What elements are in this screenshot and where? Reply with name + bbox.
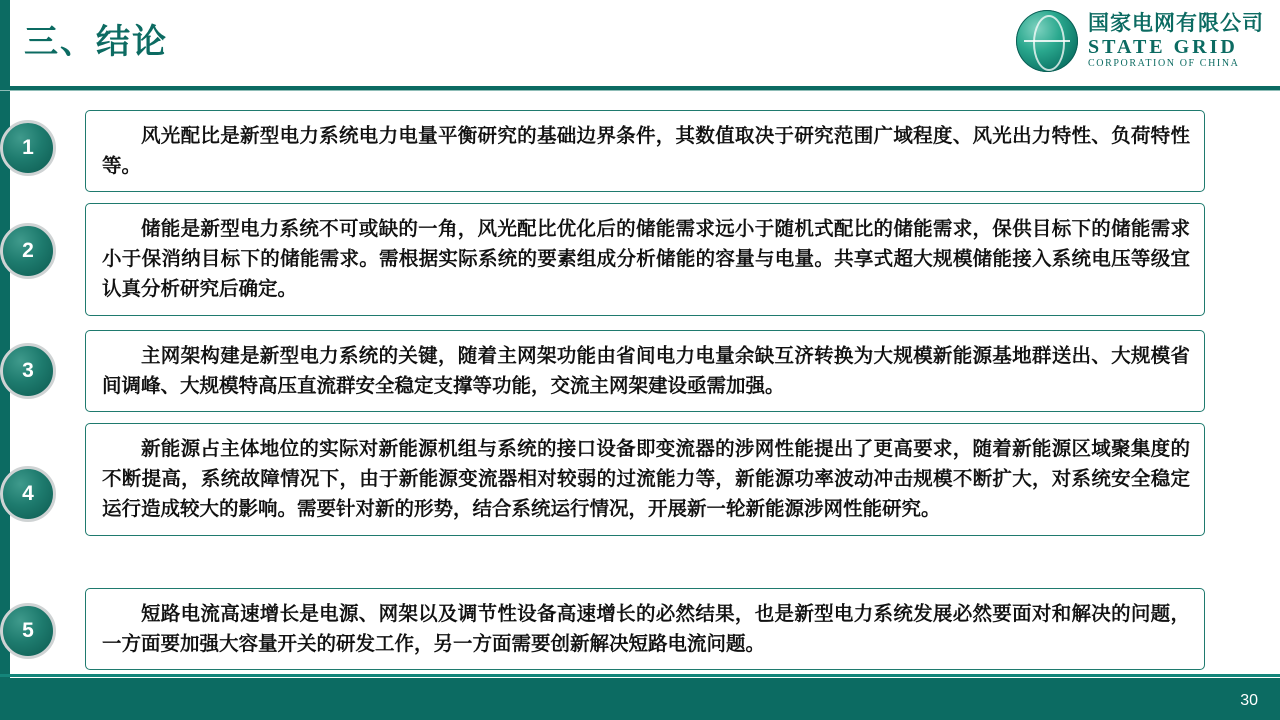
state-grid-globe-icon	[1016, 10, 1078, 72]
page-title: 三、结论	[24, 23, 168, 61]
state-grid-logo	[944, 6, 1264, 76]
list-item-number-3: 3	[0, 343, 56, 399]
logo-company-sub-en: CORPORATION OF CHINA	[1088, 58, 1240, 69]
slide-footer	[0, 678, 1280, 720]
page-number: 30	[1240, 692, 1258, 709]
list-item-1	[85, 110, 1205, 192]
list-item-text: 短路电流高速增长是电源、网架以及调节性设备高速增长的必然结果，也是新型电力系统发展必然要面对和解决的问题，一方面要加强大容量开关的研发工作，另一方面需要创新解决短路电流问题。	[102, 603, 1190, 656]
list-item-text: 储能是新型电力系统不可或缺的一角，风光配比优化后的储能需求远小于随机式配比的储能需求，保供目标下的储能需求小于保消纳目标下的储能需求。需根据实际系统的要素组成分析储能的容量与电量。共享式超大规模储能接入系统电压等级宜认真分析研究后确定。	[102, 218, 1190, 301]
list-item-number-4: 4	[0, 466, 56, 522]
list-item-text: 新能源占主体地位的实际对新能源机组与系统的接口设备即变流器的涉网性能提出了更高要求，随着新能源区域聚集度的不断提高，系统故障情况下，由于新能源变流器相对较弱的过流能力等，新能源功率波动冲击规模不断扩大，对系统安全稳定运行造成较大的影响。需要针对新的形势，结合系统运行情况，开展新一轮新能源涉网性能研究。	[102, 438, 1190, 521]
list-item-2	[85, 203, 1205, 316]
list-item-number-2: 2	[0, 223, 56, 279]
list-item-number-1: 1	[0, 120, 56, 176]
list-item-3	[85, 330, 1205, 412]
list-item-5	[85, 588, 1205, 670]
list-item-text: 风光配比是新型电力系统电力电量平衡研究的基础边界条件，其数值取决于研究范围广域程度、风光出力特性、负荷特性等。	[102, 125, 1190, 178]
logo-text-block	[1088, 13, 1264, 69]
list-item-number-5: 5	[0, 603, 56, 659]
conclusion-list	[0, 98, 1280, 678]
logo-company-name-cn: 国家电网有限公司	[1088, 12, 1264, 35]
list-item-text: 主网架构建是新型电力系统的关键，随着主网架功能由省间电力电量余缺互济转换为大规模新能源基地群送出、大规模省间调峰、大规模特高压直流群安全稳定支撑等功能，交流主网架建设亟需加强。	[102, 345, 1190, 398]
logo-company-name-en: STATE GRID	[1088, 36, 1238, 58]
slide-header	[0, 0, 1280, 88]
header-divider-thin	[0, 90, 1280, 91]
list-item-4	[85, 423, 1205, 536]
